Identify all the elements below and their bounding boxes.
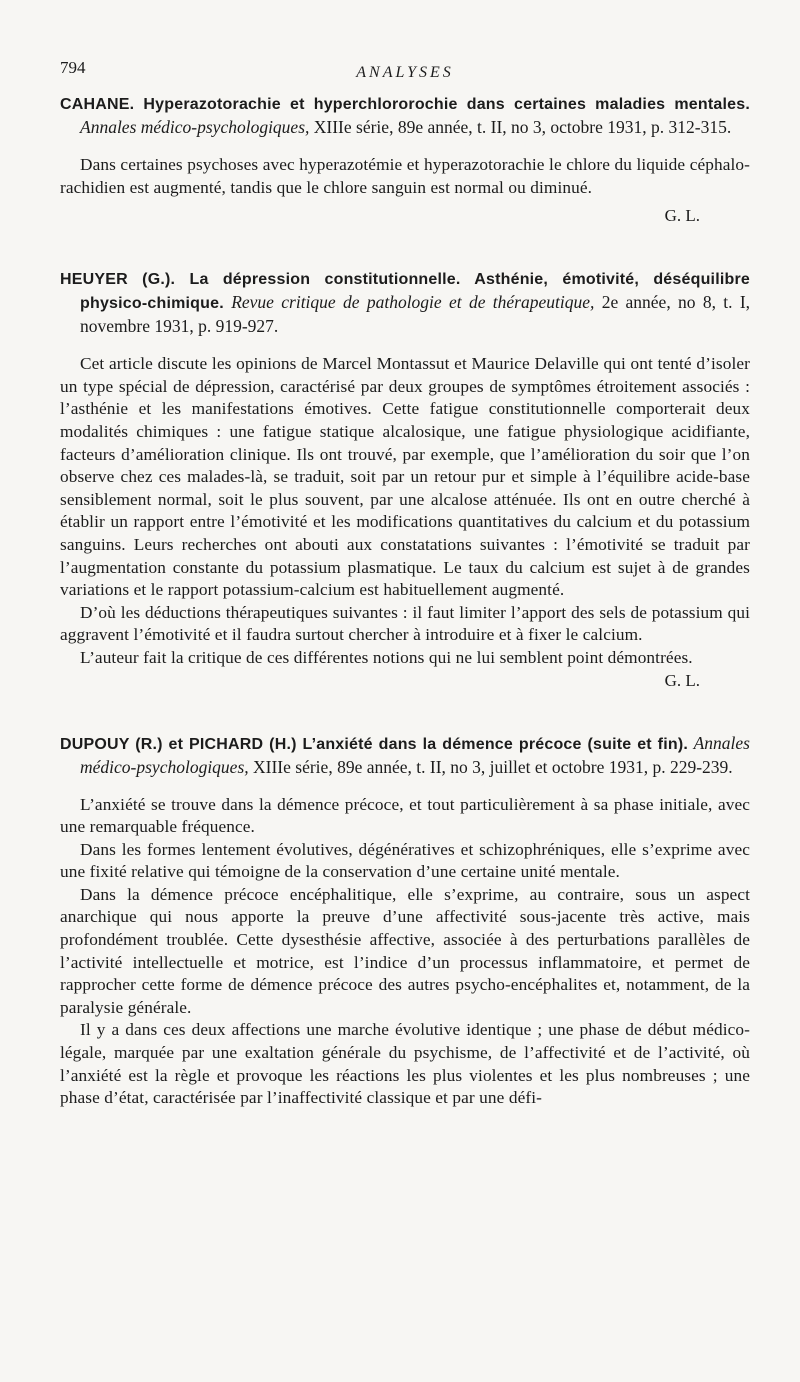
- journal-name: Annales médico-psychologiques,: [80, 732, 750, 777]
- article-cahane: [60, 92, 750, 227]
- publication-details: XIIIe série, 89e année, t. II, no 3, octobre 1931, p. 312-315.: [313, 117, 732, 137]
- article-title: DUPOUY (R.) et PICHARD (H.) L’anxiété dans la démence précoce (suite et fin).: [60, 735, 689, 753]
- publication-details: XIIIe série, 89e année, t. II, no 3, juillet et octobre 1931, p. 229-239.: [253, 756, 733, 777]
- article-dupouy-pichard: [60, 732, 750, 1110]
- article-body: [60, 154, 750, 199]
- journal-name: Revue critique de pathologie et de thérapeutique,: [231, 292, 595, 313]
- journal-name: Annales médico-psychologiques,: [80, 117, 310, 137]
- paragraph: L’anxiété se trouve dans la démence précoce, et tout particulièrement à sa phase initiale, avec une remarquable fréquence.: [60, 794, 750, 837]
- page-number: 794: [60, 58, 86, 77]
- page: [60, 58, 750, 1110]
- running-title: ANALYSES: [356, 64, 454, 81]
- running-header: [60, 58, 750, 92]
- paragraph: Dans certaines psychoses avec hyperazotémie et hyperazotorachie le chlore du liquide céphalo-rachidien est augmenté, tandis que le chlore sanguin est normal ou diminué.: [60, 155, 750, 197]
- paragraph: L’auteur fait la critique de ces différentes notions qui ne lui semblent point démontrées.: [80, 647, 693, 667]
- article-title: HEUYER (G.). La dépression constitutionnelle. Asthénie, émotivité, déséquilibre physico-chimique.: [60, 271, 750, 313]
- article-heuyer: [60, 267, 750, 691]
- publication-details: 2e année, no 8, t. I, novembre 1931, p. 919-927.: [80, 292, 751, 337]
- paragraph: D’où les déductions thérapeutiques suivantes : il faut limiter l’apport des sels de potassium qui aggravent l’émotivité et il faudra surtout chercher à introduire et à fixer le calcium.: [60, 602, 750, 645]
- article-body: [60, 794, 750, 1110]
- paragraph: Dans les formes lentement évolutives, dégénératives et schizophréniques, elle s’exprime avec une fixité relative qui témoigne de la conservation d’une certaine unité mentale.: [60, 839, 750, 882]
- paragraph: Cet article discute les opinions de Marcel Montassut et Maurice Delaville qui ont tenté d’isoler un type spécial de dépression, caractérisé par deux groupes de symptômes étroitement associés : l’asthénie et les manifestations émotives. Cette fatigue constitutionnelle comporterait deux modalités chimiques : une fatigue statique alcalosique, une fatigue physiologique acidifiante, facteurs d’amélioration clinique. Ils ont trouvé, par exemple, que l’amélioration du soir que l’on observe chez ces malades-là, se traduit, soit par un retour pur et simple à l’équilibre acide-base sensiblement normal, soit le plus souvent, par une alcalose atténuée. Ils ont en outre cherché à établir un rapport entre l’émotivité et les modifications quantitatives du calcium et du potassium sanguins. Leurs recherches ont abouti aux constatations suivantes : l’émotivité se traduit par l’augmentation constante du potassium plasmatique. Le taux du calcium est sujet à de grandes variations et le rapport potassium-calcium est habituellement augmenté.: [60, 354, 750, 600]
- signature: G. L.: [664, 670, 700, 690]
- article-heading: [60, 732, 750, 778]
- paragraph: Il y a dans ces deux affections une marche évolutive identique ; une phase de début médico-légale, marquée par une exaltation générale du psychisme, de l’affectivité et de l’activité, où l’anxiété est la règle et provoque les réactions les plus violentes et les plus nombreuses ; une phase d’état, caractérisée par l’inaffectivité classique et par une défi-: [60, 1020, 750, 1108]
- article-title: CAHANE. Hyperazotorachie et hyperchlororochie dans certaines maladies mentales.: [60, 96, 750, 113]
- article-body: [60, 353, 750, 669]
- signature: G. L.: [664, 206, 700, 226]
- article-heading: [60, 267, 750, 337]
- paragraph: Dans la démence précoce encéphalitique, elle s’exprime, au contraire, sous un aspect anarchique qui nous apporte la preuve d’une affectivité sous-jacente très active, mais profondément troublée. Cette dysesthésie affective, associée à des perturbations parallèles de l’activité intellectuelle et motrice, est l’indice d’un processus inflammatoire, et permet de rapprocher cette forme de démence précoce des autres psycho-encéphalites et, notamment, de la paralysie générale.: [60, 884, 750, 1017]
- article-heading: [60, 92, 750, 138]
